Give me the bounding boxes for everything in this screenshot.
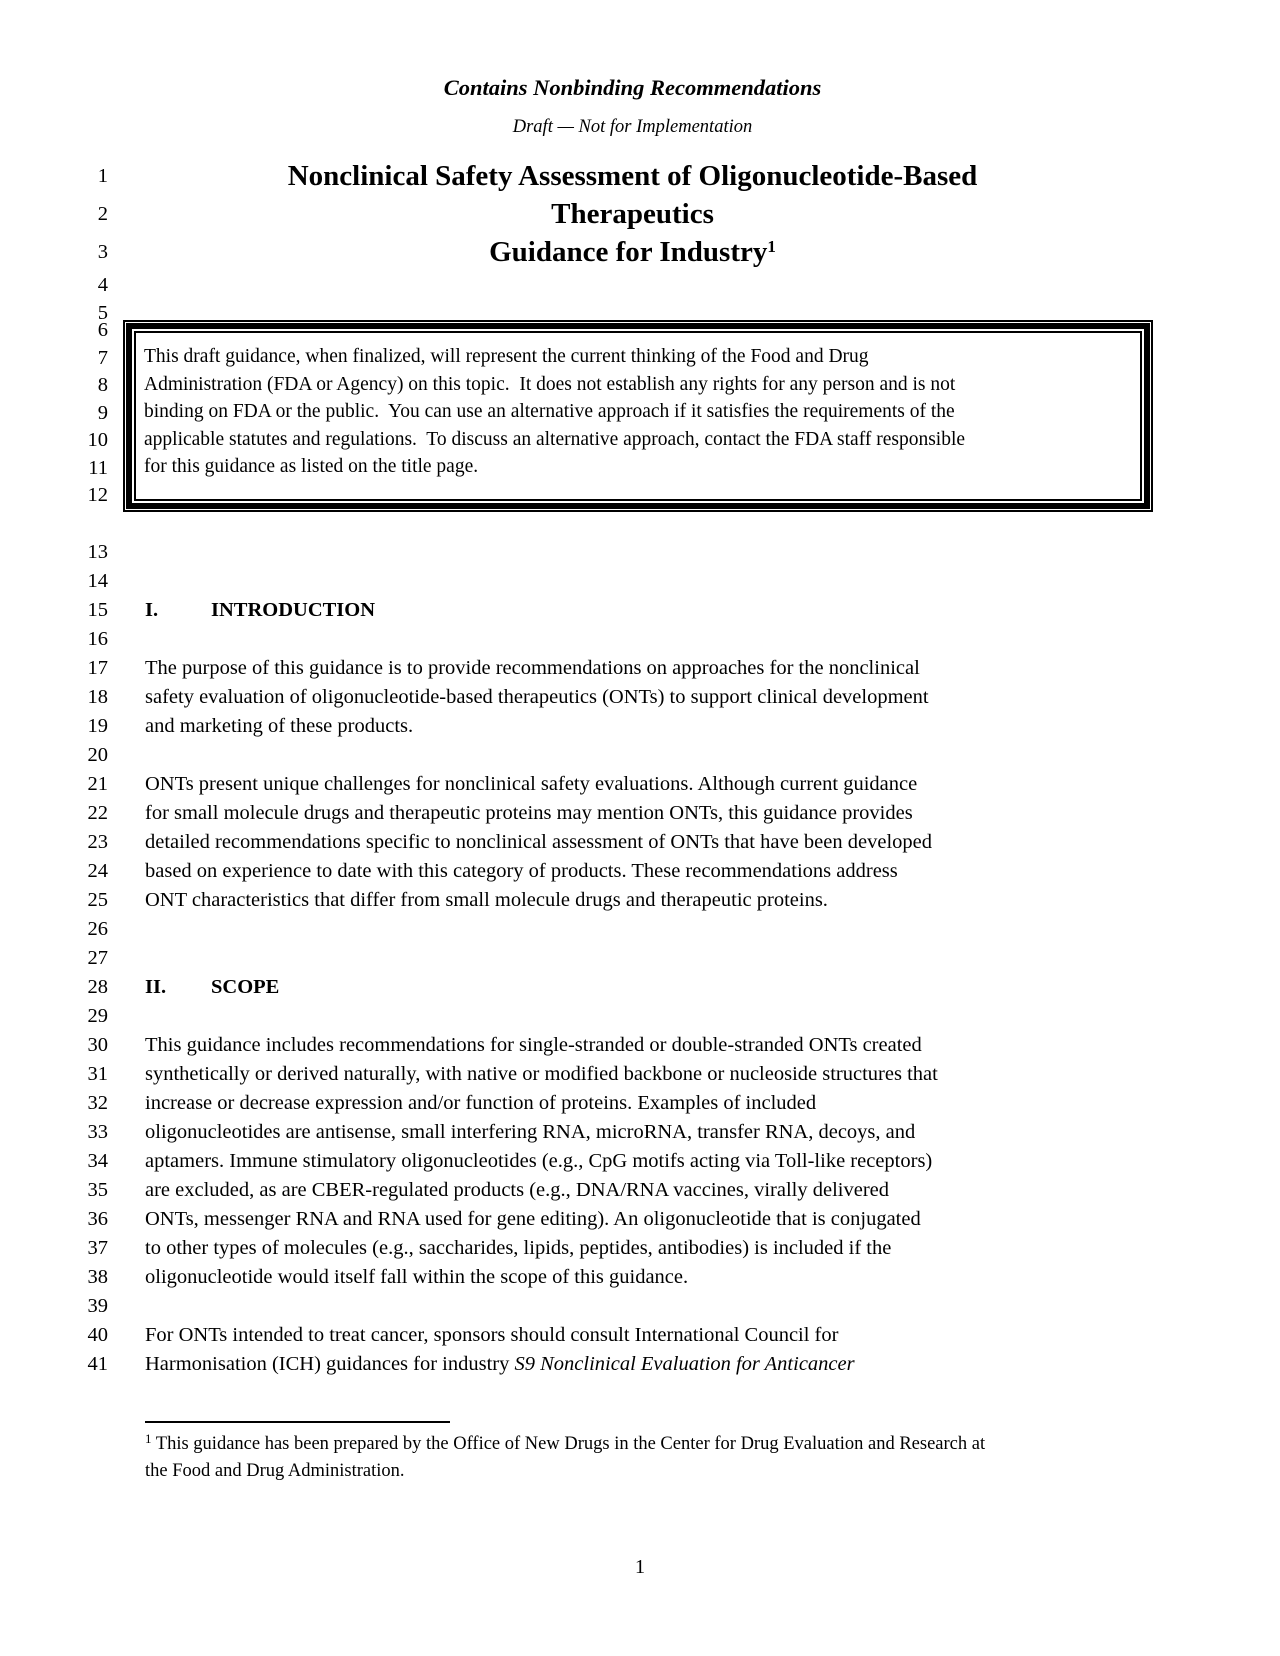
document-title (145, 157, 1120, 271)
text-line: The purpose of this guidance is to provide recommendations on approaches for the nonclinical (145, 657, 920, 679)
cited-guidance-title: S9 Nonclinical Evaluation for Anticancer (514, 1353, 855, 1375)
line-number: 28 (87, 976, 108, 998)
line-number: 30 (87, 1034, 108, 1056)
text-line: are excluded, as are CBER-regulated products (e.g., DNA/RNA vaccines, virally delivered (145, 1179, 890, 1201)
title-footnote-reference: 1 (767, 237, 776, 256)
nonbinding-notice: Contains Nonbinding Recommendations (443, 75, 822, 100)
line-number: 38 (87, 1266, 108, 1288)
title-text: Guidance for Industry (489, 236, 768, 268)
line-number: 25 (87, 889, 108, 911)
blank-line (145, 1292, 1120, 1321)
line-number: 17 (87, 657, 108, 679)
disclaimer-line: applicable statutes and regulations. To discuss an alternative approach, contact the FDA staff responsible (144, 428, 966, 450)
title-line: Nonclinical Safety Assessment of Oligonucleotide-Based (287, 160, 978, 192)
footnote-divider (145, 1421, 450, 1423)
text-line: detailed recommendations specific to nonclinical assessment of ONTs that have been developed (145, 831, 932, 853)
blank-line (145, 567, 1120, 596)
line-number: 27 (87, 947, 108, 969)
line-number-gutter-body (58, 538, 108, 1379)
line-number: 7 (97, 346, 108, 369)
line-number: 11 (88, 456, 108, 479)
title-line: Therapeutics (551, 198, 714, 230)
line-number: 16 (87, 628, 108, 650)
line-number: 35 (87, 1179, 108, 1201)
blank-line (145, 625, 1120, 654)
line-number: 37 (87, 1237, 108, 1259)
text-line (145, 1350, 1120, 1379)
line-number: 3 (97, 241, 108, 263)
line-number: 10 (87, 429, 108, 451)
section-label: INTRODUCTION (211, 599, 376, 621)
text-line: for small molecule drugs and therapeutic proteins may mention ONTs, this guidance provides (145, 802, 913, 824)
line-number: 31 (87, 1063, 108, 1085)
line-number: 29 (87, 1005, 108, 1027)
line-number: 33 (87, 1121, 108, 1143)
footnote-reference: 1 (145, 1431, 152, 1446)
text-line: ONTs present unique challenges for nonclinical safety evaluations. Although current guidance (145, 773, 918, 795)
section-heading-scope (145, 973, 1120, 1002)
disclaimer-line: This draft guidance, when finalized, will represent the current thinking of the Food and Drug (144, 346, 869, 367)
line-number: 2 (97, 203, 108, 225)
disclaimer-line: Administration (FDA or Agency) on this topic. It does not establish any rights for any person and is not (144, 373, 956, 395)
line-number: 39 (87, 1295, 108, 1317)
line-number: 9 (97, 401, 108, 424)
line-number: 13 (87, 541, 108, 563)
blank-line (145, 915, 1120, 944)
line-number: 5 (97, 302, 108, 324)
line-number: 22 (87, 802, 108, 824)
disclaimer-box-middle-border (126, 323, 1150, 509)
line-number: 26 (87, 918, 108, 940)
line-number: 19 (87, 715, 108, 737)
line-number: 4 (97, 274, 108, 296)
line-number: 14 (87, 570, 108, 592)
line-number: 24 (87, 860, 108, 882)
text-line: aptamers. Immune stimulatory oligonucleotides (e.g., CpG motifs acting via Toll-like receptors) (145, 1150, 933, 1172)
text-line: synthetically or derived naturally, with native or modified backbone or nucleoside structures that (145, 1063, 938, 1085)
page-number: 1 (634, 1556, 646, 1578)
section-label: SCOPE (211, 976, 280, 998)
line-number: 32 (87, 1092, 108, 1114)
line-number: 6 (97, 319, 108, 341)
line-number: 20 (87, 744, 108, 766)
line-number: 1 (97, 165, 108, 187)
blank-line (145, 944, 1120, 973)
disclaimer-line: binding on FDA or the public. You can use an alternative approach if it satisfies the requirements of the (144, 401, 955, 422)
footnote-line (145, 1431, 1120, 1458)
line-number: 36 (87, 1208, 108, 1230)
section-heading-introduction (145, 596, 1120, 625)
text-line: This guidance includes recommendations for single-stranded or double-stranded ONTs created (145, 1034, 922, 1056)
text-line: safety evaluation of oligonucleotide-based therapeutics (ONTs) to support clinical development (145, 686, 929, 708)
text-line: ONTs, messenger RNA and RNA used for gene editing). An oligonucleotide that is conjugated (145, 1208, 921, 1230)
blank-line (145, 538, 1120, 567)
line-number-gutter-title (58, 157, 108, 271)
disclaimer-line: for this guidance as listed on the title page. (144, 456, 479, 477)
title-line (145, 233, 1120, 271)
line-number: 8 (97, 374, 108, 396)
line-number: 40 (87, 1324, 108, 1346)
line-number: 41 (87, 1353, 108, 1375)
text-segment: Harmonisation (ICH) guidances for industry (145, 1353, 515, 1375)
line-number: 23 (87, 831, 108, 853)
line-number: 21 (87, 773, 108, 795)
footnote-text: This guidance has been prepared by the Office of New Drugs in the Center for Drug Evaluation and Research at (151, 1434, 986, 1454)
footnote (145, 1431, 1120, 1485)
blank-line (145, 741, 1120, 770)
text-line: and marketing of these products. (145, 715, 414, 737)
section-number: II. (145, 976, 167, 998)
blank-line (145, 1002, 1120, 1031)
text-line: ONT characteristics that differ from small molecule drugs and therapeutic proteins. (145, 889, 828, 911)
footnote-line: the Food and Drug Administration. (145, 1461, 405, 1481)
disclaimer-text (134, 331, 1142, 501)
text-line: based on experience to date with this category of products. These recommendations address (145, 860, 898, 882)
line-number: 18 (87, 686, 108, 708)
line-number: 34 (87, 1150, 108, 1172)
text-line: For ONTs intended to treat cancer, sponsors should consult International Council for (145, 1324, 839, 1346)
line-number: 12 (87, 484, 108, 506)
text-line: increase or decrease expression and/or function of proteins. Examples of included (145, 1092, 817, 1114)
section-number: I. (145, 599, 159, 621)
line-number: 15 (87, 599, 108, 621)
line-number-gutter-box (58, 317, 108, 510)
text-line: oligonucleotide would itself fall within the scope of this guidance. (145, 1266, 689, 1288)
text-line: to other types of molecules (e.g., saccharides, lipids, peptides, antibodies) is included if the (145, 1237, 892, 1259)
disclaimer-box (123, 320, 1153, 512)
text-line: oligonucleotides are antisense, small interfering RNA, microRNA, transfer RNA, decoys, and (145, 1121, 916, 1143)
draft-notice: Draft — Not for Implementation (512, 117, 753, 137)
document-body (145, 538, 1120, 1379)
